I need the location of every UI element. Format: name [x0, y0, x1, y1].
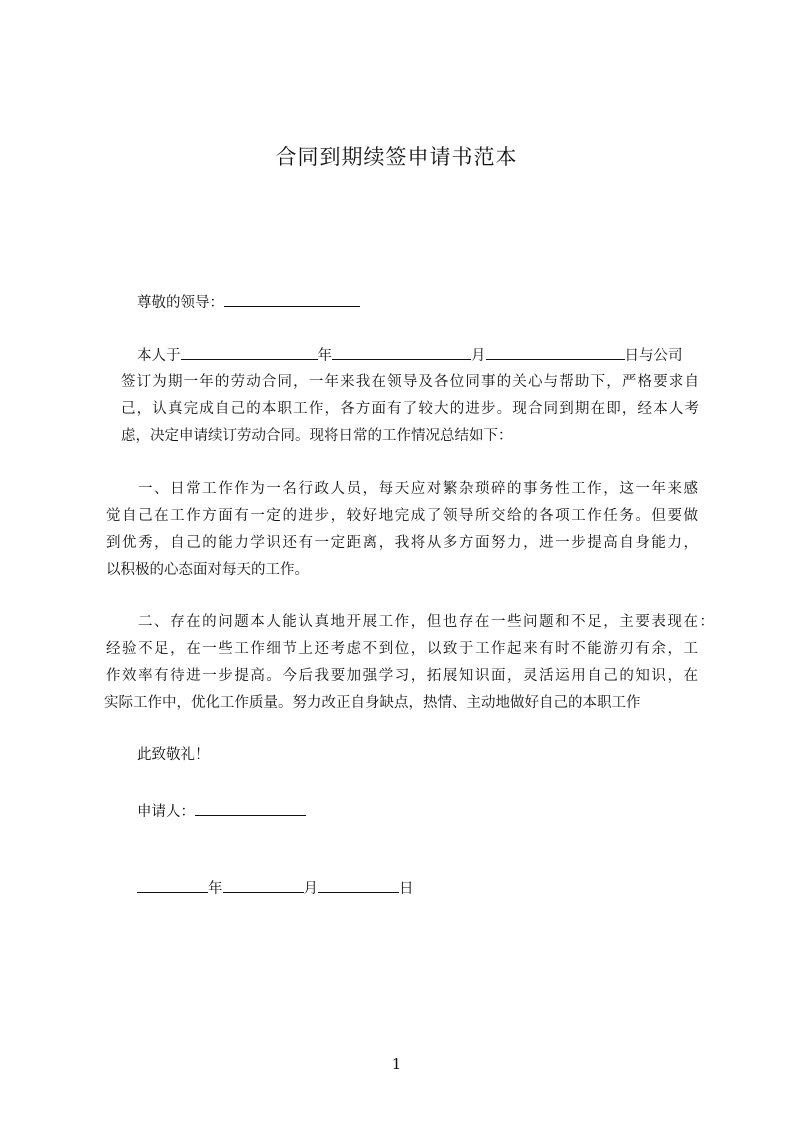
- sign-year-blank[interactable]: [137, 878, 208, 893]
- sign-day-blank[interactable]: [318, 878, 399, 893]
- paragraph-line: 一、日常工作作为一名行政人员，每天应对繁杂琐碎的事务性工作，这一年来感: [138, 481, 698, 497]
- document-title: 合同到期续签申请书范本: [275, 145, 518, 169]
- salutation: [137, 292, 360, 313]
- paragraph-line: 二、存在的问题本人能认真地开展工作，但也存在一些问题和不足，主要表现在：: [138, 614, 714, 630]
- sign-month-blank[interactable]: [223, 878, 304, 893]
- intro-month-blank[interactable]: [332, 345, 471, 360]
- paragraph-line: 作效率有待进一步提高。今后我要加强学习，拓展知识面，灵活运用自己的知识，在: [106, 668, 698, 684]
- paragraph-line: 签订为期一年的劳动合同，一年来我在领导及各位同事的关心与帮助下，严格要求自: [121, 374, 699, 390]
- intro-month-label: 月: [471, 348, 486, 364]
- paragraph-line: 己，认真完成自己的本职工作，各方面有了较大的进步。现合同到期在即，经本人考: [121, 401, 699, 417]
- paragraph-line: 经验不足，在一些工作细节上还考虑不到位，以致于工作起来有时不能游刃有余，工: [106, 641, 698, 657]
- sign-day-label: 日: [399, 881, 414, 897]
- applicant-label: 申请人：: [137, 804, 195, 820]
- paragraph-line: 觉自己在工作方面有一定的进步，较好地完成了领导所交给的各项工作任务。但要做: [106, 508, 698, 524]
- paragraph-line: 以积极的心态面对每天的工作。: [106, 562, 309, 578]
- paragraph-line: 虑，决定申请续订劳动合同。现将日常的工作情况总结如下：: [121, 428, 513, 444]
- salutation-label: 尊敬的领导：: [137, 295, 224, 311]
- intro-year-blank[interactable]: [181, 345, 318, 360]
- applicant-line: [137, 801, 306, 822]
- intro-day-blank[interactable]: [486, 345, 625, 360]
- signature-date-line: [137, 878, 414, 899]
- intro-date-line: [137, 345, 683, 366]
- intro-year-label: 年: [317, 348, 332, 364]
- paragraph-line: 实际工作中，优化工作质量。努力改正自身缺点，热情、主动地做好自己的本职工作: [104, 695, 641, 711]
- leader-name-blank[interactable]: [224, 292, 360, 307]
- applicant-name-blank[interactable]: [195, 801, 306, 816]
- page-number: 1: [391, 1055, 402, 1073]
- intro-prefix: 本人于: [137, 348, 181, 364]
- paragraph-line: 到优秀，自己的能力学识还有一定距离，我将从多方面努力，进一步提高自身能力，: [106, 535, 698, 551]
- closing-text: 此致敬礼！: [137, 747, 210, 763]
- sign-year-label: 年: [208, 881, 223, 897]
- sign-month-label: 月: [303, 881, 318, 897]
- intro-suffix: 日与公司: [624, 348, 683, 364]
